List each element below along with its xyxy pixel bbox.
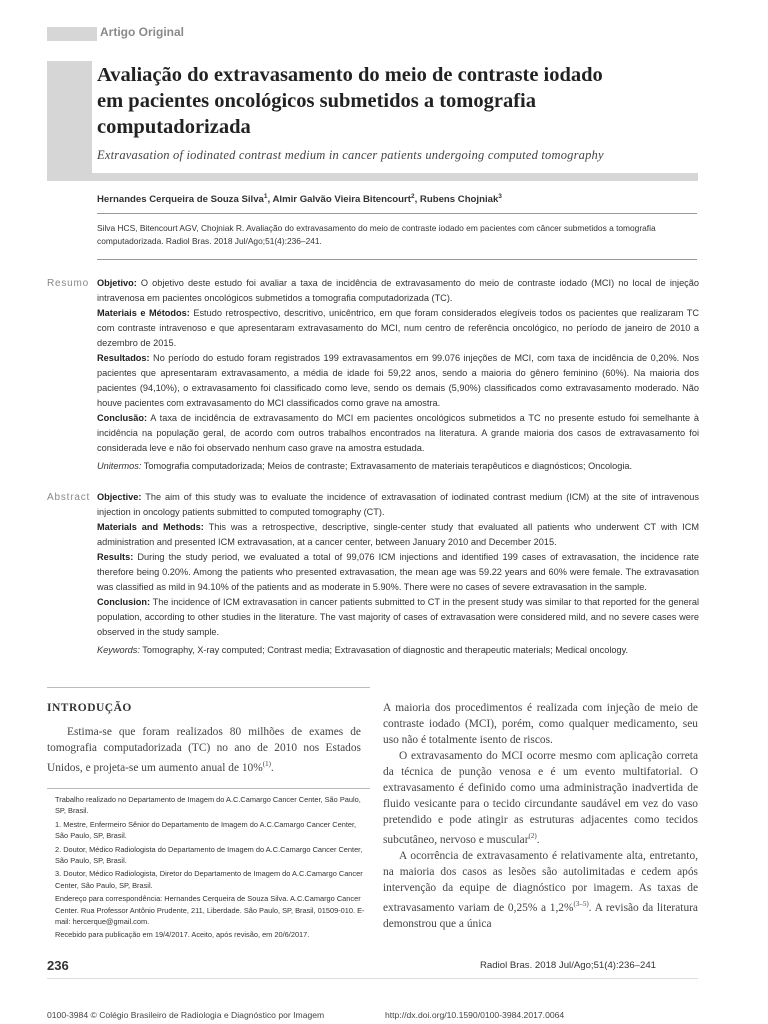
footnote-1: 1. Mestre, Enfermeiro Sênior do Departamento de Imagem do A.C.Camargo Cancer Center, São Paulo, SP, Brasil. <box>55 819 357 841</box>
footnotes <box>55 794 365 943</box>
intro-right-column <box>383 700 698 932</box>
intro-r2-text: O extravasamento do MCI ocorre mesmo com aplicação correta da técnica de punção venosa e é um evento multifatorial. O extravasamento é definido como uma administração inadvertida de fluido vesicante para o tecido circundante saudável em vez do vaso pretendido e pode atingir as estruturas adjacentes como tecidos subcutâneo, nervoso e muscular <box>383 750 698 846</box>
abstract-objective <box>97 490 699 520</box>
section-heading-introducao: INTRODUÇÃO <box>47 702 132 714</box>
citation: Silva HCS, Bitencourt AGV, Chojniak R. Avaliação do extravasamento do meio de contraste iodado em pacientes com câncer submetidos a tomografia computadorizada. Radiol Bras. 2018 Jul/Ago;51(4):236–241. <box>97 223 656 246</box>
intro-r3-ref: (3–5) <box>573 899 589 908</box>
abstract-results <box>97 550 699 595</box>
section-tag-bar <box>47 27 97 41</box>
resumo-conclusao <box>97 411 699 456</box>
abstract-results-text: During the study period, we evaluated a total of 99,076 ICM injections and identified 199 cases of extravasation, the incidence rate therefore being 0.20%. Among the patients who presented extravasation, the mean age was 59.22 years and 60% were female. The extravasation was classified as mild in 94.10% of the patients and as moderate in 5.90%. There were no cases of severe extravasation in the sample. <box>97 552 699 592</box>
resumo-objetivo <box>97 276 699 306</box>
resumo-conclusao-heading: Conclusão: <box>97 413 148 423</box>
doi-link[interactable]: http://dx.doi.org/10.1590/0100-3984.2017.0064 <box>385 1010 565 1020</box>
divider <box>97 259 697 260</box>
footnote-correspondence: Endereço para correspondência: Hernandes Cerqueira de Souza Silva. A.C.Camargo Cancer Center. Rua Professor Antônio Prudente, 211, Liberdade. São Paulo, SP, Brasil, 01509-010. E-mail: hercerque@gmail.com. <box>55 894 365 927</box>
divider <box>97 213 697 214</box>
author-1: Hernandes Cerqueira de Souza Silva <box>97 194 264 206</box>
footnote-affiliation: Trabalho realizado no Departamento de Imagem do A.C.Camargo Cancer Center, São Paulo, SP, Brasil. <box>55 795 361 816</box>
author-3: Rubens Chojniak <box>419 194 499 206</box>
section-label: Artigo Original <box>100 25 184 39</box>
intro-r3-text: A ocorrência de extravasamento é relativamente alta, entretanto, na maioria dos casos as lesões são autolimitadas e cedem após intervenção da equipe de diagnóstico por imagem. As taxas de extravasamento variam de 0,25% a 1,2% <box>383 849 698 914</box>
title-line-1: Avaliação do extravasamento do meio de contraste iodado <box>97 64 603 86</box>
footnote-3: 3. Doutor, Médico Radiologista, Diretor do Departamento de Imagem do A.C.Camargo Cancer Center, São Paulo, SP, Brasil. <box>55 869 363 890</box>
intro-right-paragraph-2 <box>383 748 698 848</box>
resumo-keywords-text: Tomografia computadorizada; Meios de contraste; Extravasamento de materiais terapêuticos e diagnósticos; Oncologia. <box>141 461 633 471</box>
intro-r3-end: . A revisão da literatura demonstrou que a única <box>383 901 698 930</box>
resumo-label: Resumo <box>47 278 90 289</box>
abstract-keywords <box>97 643 699 658</box>
resumo-objetivo-heading: Objetivo: <box>97 278 137 288</box>
resumo-resultados-text: No período do estudo foram registrados 199 extravasamentos em 99.076 injeções de MCI, com taxa de incidência de 0,20%. Nos pacientes que apresentaram extravasamento, a média de idade foi 59,22 anos, sendo a maioria do gênero feminino (60%). Na maioria dos pacientes (94,10%), o extravasamento foi classificado como leve, sendo os demais (5,90%) classificados como extravasamento moderado. Não houve pacientes com extravasamento do MCI classificados como grave na amostra. <box>97 353 699 408</box>
abstract-results-heading: Results: <box>97 552 134 562</box>
abstract-methods-heading: Materials and Methods: <box>97 522 204 532</box>
resumo-keywords-heading: Unitermos: <box>97 461 142 471</box>
intro-r2-end: . <box>536 833 540 846</box>
abstract-conclusion-heading: Conclusion: <box>97 597 151 607</box>
intro-paragraph-1 <box>47 724 361 776</box>
footnote-rule <box>47 788 370 789</box>
abstract-conclusion <box>97 595 699 640</box>
article-title <box>97 62 697 140</box>
resumo-metodos <box>97 306 699 351</box>
abstract-keywords-text: Tomography, X-ray computed; Contrast media; Extravasation of diagnostic and therapeutic materials; Medical oncology. <box>139 645 629 655</box>
title-underline-bar <box>92 173 698 181</box>
issn-copyright: 0100-3984 © Colégio Brasileiro de Radiologia e Diagnóstico por Imagem <box>47 1010 325 1020</box>
abstract-conclusion-text: The incidence of ICM extravasation in cancer patients submitted to CT in the present study was similar to that reported for the general population, according to other studies in the literature. The vast majority of cases of extravasation were considered mild, and no severe cases were observed in the study sample. <box>97 597 699 637</box>
resumo-metodos-heading: Materiais e Métodos: <box>97 308 190 318</box>
author-3-affiliation: 3 <box>498 193 502 200</box>
footnote-received: Recebido para publicação em 19/4/2017. Aceito, após revisão, em 20/6/2017. <box>55 930 310 940</box>
resumo-block <box>97 276 699 474</box>
footer-rule <box>47 978 698 979</box>
page-number: 236 <box>47 958 69 973</box>
abstract-label: Abstract <box>47 492 91 503</box>
intro-right-paragraph-1: A maioria dos procedimentos é realizada com injeção de meio de contraste iodado (MCI), porém, como qualquer medicamento, seu uso não é totalmente isento de riscos. <box>383 702 698 746</box>
resumo-resultados <box>97 351 699 411</box>
column-rule <box>47 687 370 688</box>
abstract-objective-text: The aim of this study was to evaluate the incidence of extravasation of iodinated contrast medium (ICM) at the site of intravenous injection in oncology patients submitted to computed tomography (CT). <box>97 492 699 517</box>
abstract-block <box>97 490 699 658</box>
abstract-methods <box>97 520 699 550</box>
title-line-2: em pacientes oncológicos submetidos a tomografia <box>97 90 536 112</box>
title-side-bar <box>47 61 92 181</box>
intro-p1-ref: (1) <box>262 760 271 768</box>
resumo-metodos-text: Estudo retrospectivo, descritivo, unicêntrico, em que foram considerados elegíveis todos os pacientes que realizaram TC com contraste intravenoso e que apresentaram extravasamento do MCI, num centro de referência oncológico, no período de janeiro de 2010 a dezembro de 2015. <box>97 308 700 348</box>
abstract-objective-heading: Objective: <box>97 492 142 502</box>
abstract-methods-text: This was a retrospective, descriptive, single-center study that evaluated all patients who underwent CT with ICM administration and presented ICM extravasation, at a cancer center, between January 2010 and December 2015. <box>97 522 699 547</box>
intro-p1-text: Estima-se que foram realizados 80 milhões de exames de tomografia computadorizada (TC) no ano de 2010 nos Estados Unidos, e projeta-se um aumento anual de 10% <box>47 726 361 774</box>
resumo-conclusao-text: A taxa de incidência de extravasamento do MCI em pacientes oncológicos submetidos a TC no presente estudo foi semelhante à incidência na população geral, de acordo com outros trabalhos encontrados na literatura. A grande maioria dos casos de extravasamento foi considerada leve e não foi observado nenhum caso grave na amostra estudada. <box>97 413 699 453</box>
resumo-keywords <box>97 459 699 474</box>
resumo-resultados-heading: Resultados: <box>97 353 150 363</box>
author-2-affiliation: 2 <box>410 193 415 200</box>
intro-right-paragraph-3 <box>383 848 698 932</box>
abstract-keywords-heading: Keywords: <box>97 645 140 655</box>
footnote-2: 2. Doutor, Médico Radiologista do Departamento de Imagem do A.C.Camargo Cancer Center, São Paulo, SP, Brasil. <box>55 844 363 866</box>
intro-r2-ref: (2) <box>528 832 537 840</box>
intro-p1-end: . <box>270 761 274 774</box>
resumo-objetivo-text: O objetivo deste estudo foi avaliar a taxa de incidência de extravasamento do meio de contraste iodado (MCI) no local de injeção intravenosa em pacientes oncológicos submetidos a tomografia computadorizada (TC). <box>97 278 699 303</box>
english-title: Extravasation of iodinated contrast medium in cancer patients undergoing computed tomography <box>97 148 604 162</box>
title-line-3: computadorizada <box>97 116 251 138</box>
author-1-affiliation: 1 <box>263 193 268 200</box>
author-2: Almir Galvão Vieira Bitencourt <box>272 194 411 206</box>
author-list: Hernandes Cerqueira de Souza Silva$^1$, Almir Galvão Vieira Bitencourt$^2$, Rubens Chojniak$^3$ <box>97 193 502 206</box>
intro-left-column <box>47 724 361 776</box>
journal-reference: Radiol Bras. 2018 Jul/Ago;51(4):236–241 <box>480 960 657 971</box>
